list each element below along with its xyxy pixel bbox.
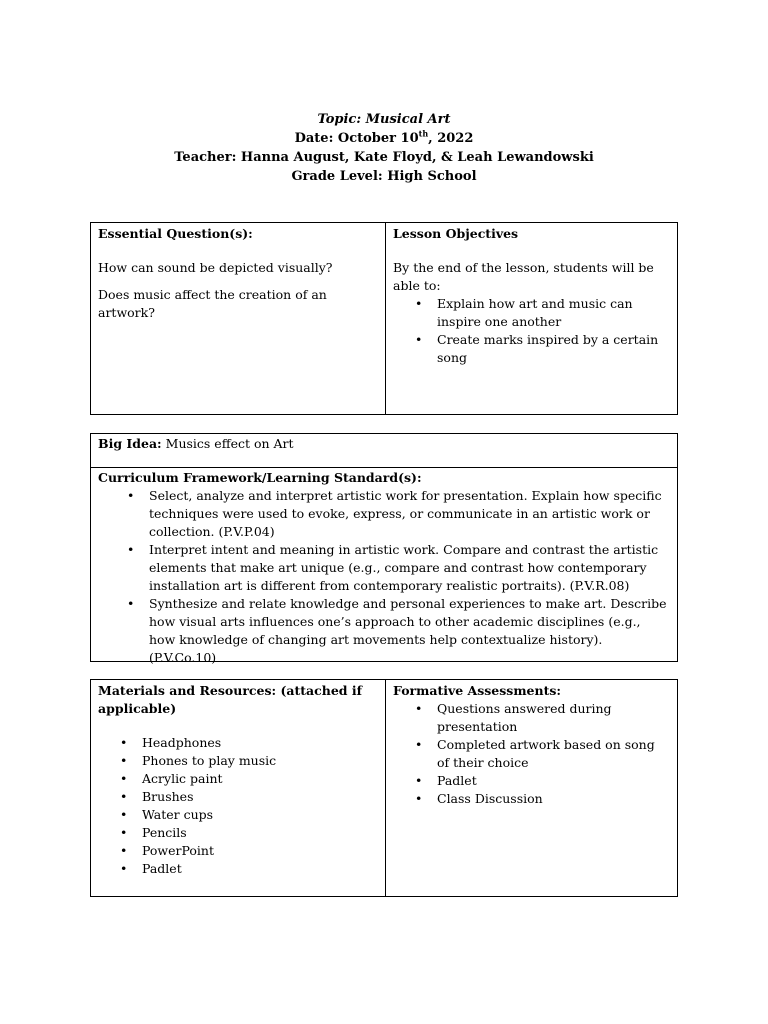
teacher-line: Teacher: Hanna August, Kate Floyd, & Leah Lewandowski — [174, 150, 594, 165]
big-idea-label: Big Idea: — [98, 436, 162, 451]
list-item: • Class Discussion — [437, 790, 670, 808]
big-idea-cell — [91, 434, 677, 468]
essential-questions-heading: Essential Question(s): — [98, 226, 253, 241]
list-item: • Water cups — [142, 806, 378, 824]
assessments-heading: Formative Assessments: — [393, 683, 562, 698]
big-idea-text: Musics effect on Art — [161, 436, 294, 451]
date-ordinal: th — [418, 128, 429, 139]
lesson-objectives-heading: Lesson Objectives — [393, 226, 519, 241]
questions-objectives-table — [90, 222, 678, 415]
assessments-cell — [386, 680, 677, 896]
list-item: • Select, analyze and interpret artistic work for presentation. Explain how specific techniques were used to evoke, express, or communicate in an artistic work or collection. (P.V.P.04) — [149, 487, 670, 541]
list-item: • Padlet — [142, 860, 378, 878]
list-item: • Acrylic paint — [142, 770, 378, 788]
date-prefix: Date: October 10 — [294, 131, 419, 146]
list-item: • Headphones — [142, 734, 378, 752]
grade-line: Grade Level: High School — [291, 169, 477, 184]
document-header — [0, 110, 768, 186]
list-item: • Padlet — [437, 772, 670, 790]
standards-heading: Curriculum Framework/Learning Standard(s): — [98, 470, 422, 485]
date-line — [0, 129, 768, 148]
essential-question: Does music affect the creation of an artwork? — [98, 287, 327, 320]
date-year: , 2022 — [428, 131, 474, 146]
list-item: • Explain how art and music can inspire one another — [437, 295, 670, 331]
materials-list — [98, 734, 378, 878]
standards-cell — [91, 468, 677, 668]
standards-list — [98, 487, 670, 667]
materials-heading: Materials and Resources: (attached if applicable) — [98, 683, 363, 716]
list-item: • Brushes — [142, 788, 378, 806]
list-item: • Completed artwork based on song of their choice — [437, 736, 670, 772]
list-item: • Phones to play music — [142, 752, 378, 770]
essential-question: How can sound be depicted visually? — [98, 260, 333, 275]
big-idea-standards-table — [90, 433, 678, 665]
list-item: • Interpret intent and meaning in artistic work. Compare and contrast the artistic elements that make art unique (e.g., compare and contrast how contemporary installation art is different from contemporary realistic portraits). (P.V.R.08) — [149, 541, 670, 595]
objectives-list — [393, 295, 670, 367]
list-item: • Create marks inspired by a certain song — [437, 331, 670, 367]
topic-line: Topic: Musical Art — [317, 112, 451, 127]
lesson-objectives-cell — [386, 223, 677, 414]
list-item: • PowerPoint — [142, 842, 378, 860]
objectives-intro: By the end of the lesson, students will be able to: — [393, 260, 654, 293]
materials-cell — [91, 680, 386, 896]
list-item: • Questions answered during presentation — [437, 700, 670, 736]
assessments-list — [393, 700, 670, 808]
materials-assessments-table — [90, 679, 678, 897]
list-item: • Pencils — [142, 824, 378, 842]
essential-questions-cell — [91, 223, 386, 414]
list-item: • Synthesize and relate knowledge and personal experiences to make art. Describe how visual arts influences one’s approach to other academic disciplines (e.g., how knowledge of changing art movements help contextualize history). (P.V.Co.10) — [149, 595, 670, 667]
